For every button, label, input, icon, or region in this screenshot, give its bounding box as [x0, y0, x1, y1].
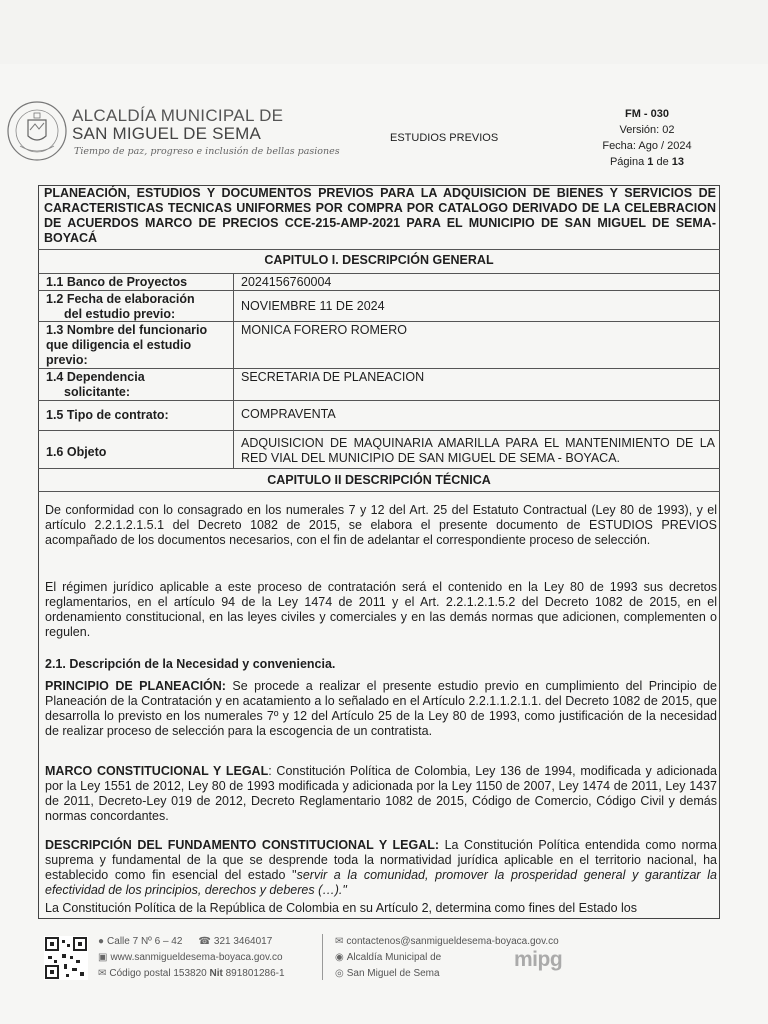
page-total: 13 [671, 156, 685, 168]
form-code: FM - 030 [624, 108, 669, 120]
footer-address: Calle 7 Nº 6 – 42 [107, 936, 183, 947]
municipal-seal-icon [6, 100, 68, 162]
row-label-dependencia [46, 370, 145, 400]
mipg-logo: mipg [514, 948, 563, 971]
paragraph-body: Se procede a realizar el presente estudio previo en cumplimiento del Principio de Planeación de la Contratación y en acatamiento a lo señalado en el Artículo 2.2.1.1.2.1.1. del Decreto 1082 de 2015, que desarrolla lo previsto en los numerales 7º y 12 del Artículo 25 de la Ley 80 de 1993, como justificación de la necesidad de realizar proceso de selección para la escogencia de un contratista. [45, 679, 717, 738]
mail-box-icon: ✉ [98, 968, 107, 979]
label-line: solicitante: [64, 385, 130, 399]
row-label-funcionario [46, 323, 207, 368]
document-title: PLANEACIÓN, ESTUDIOS Y DOCUMENTOS PREVIOS PARA LA ADQUISICION DE BIENES Y SERVICIOS DE CARACTERISTICAS TECNICAS UNIFORMES POR COMPRA POR CATALOGO DERIVADO DE LA CELEBRACION DE ACUERDOS MARCO DE PRECIOS CCE-215-AMP-2021 PARA EL MUNICIPIO DE SAN MIGUEL DE SEMA- BOYACÁ [44, 186, 716, 245]
org-name-line1: ALCALDÍA MUNICIPAL DE [72, 106, 284, 125]
row-value-banco: 2024156760004 [241, 275, 332, 289]
paragraph-marco [45, 764, 717, 824]
footer-separator [322, 934, 323, 980]
label-line: 1.2 Fecha de elaboración [46, 292, 195, 306]
facebook-icon: ◉ [335, 952, 344, 963]
page-indicator [592, 154, 702, 170]
document-meta [592, 106, 702, 170]
table-row-divider [38, 430, 720, 431]
label-line: 1.3 Nombre del funcionario [46, 323, 208, 337]
paragraph-body: : Constitución Política de Colombia, Ley 136 de 1994, modificada y adicionada por la Ley 1551 de 2012, Ley 80 de 1993 modificada y adicionada por la Ley 1150 de 2007, Ley 1474 de 2011, Ley 1437 de 2011, Decreto-Ley 019 de 2012, Decreto Reglamentario 1082 de 2015, Código de Comercio, Código Civil y demás normas concordantes. [45, 764, 717, 823]
paragraph-fundamento [45, 838, 717, 898]
label-line: previo: [46, 353, 88, 367]
row-value-dependencia: SECRETARIA DE PLANEACION [241, 370, 425, 384]
qr-code-icon [44, 936, 88, 980]
table-row-divider [38, 273, 720, 274]
org-name-line2: SAN MIGUEL DE SEMA [72, 124, 262, 143]
paragraph-lead: DESCRIPCIÓN DEL FUNDAMENTO CONSTITUCIONAL Y LEGAL: [45, 838, 440, 852]
footer-email-link[interactable]: contactenos@sanmigueldesema-boyaca.gov.co [346, 936, 559, 947]
scan-margin-top [0, 0, 768, 64]
table-row-divider [38, 368, 720, 369]
label-line: 1.4 Dependencia [46, 370, 145, 384]
footer-phone: 321 3464017 [213, 936, 273, 947]
footer-postal-code: Código postal 153820 [109, 968, 207, 979]
footer-instagram-link[interactable]: San Miguel de Sema [346, 968, 440, 979]
row-value-funcionario: MONICA FORERO ROMERO [241, 323, 407, 337]
page-prefix: Página [609, 156, 648, 168]
instagram-icon: ◎ [335, 968, 344, 979]
paragraph-articulo2: La Constitución Política de la República de Colombia en su Artículo 2, determina como fines del Estado los [45, 901, 637, 915]
org-slogan: Tiempo de paz, progreso e inclusión de bellas pasiones [74, 146, 340, 157]
web-icon: ▣ [98, 952, 108, 963]
footer-nit-label: Nit [209, 968, 223, 979]
paragraph-lead: MARCO CONSTITUCIONAL Y LEGAL [45, 764, 269, 778]
footer-web-line [98, 950, 285, 966]
row-value-tipo-contrato: COMPRAVENTA [241, 407, 336, 421]
version-label: Versión: 02 [619, 124, 675, 136]
paragraph-body: La Constitución Política entendida como norma suprema y fundamental de la que se desprende toda la normatividad jurídica aplicable en el territorio nacional, ha establecido como fin esencial del estado " [45, 838, 717, 882]
chapter2-heading: CAPITULO II DESCRIPCIÓN TÉCNICA [267, 473, 491, 487]
email-icon: ✉ [335, 936, 344, 947]
row-label-fecha [46, 292, 195, 322]
footer-website-link[interactable]: www.sanmigueldesema-boyaca.gov.co [110, 952, 283, 963]
chapter1-heading: CAPITULO I. DESCRIPCIÓN GENERAL [264, 253, 494, 267]
section-heading-2-1: 2.1. Descripción de la Necesidad y conveniencia. [45, 657, 336, 671]
document-type: ESTUDIOS PREVIOS [390, 132, 499, 144]
footer-postal-line [98, 966, 285, 982]
table-row-divider [38, 468, 720, 469]
page-number: 1 [647, 156, 654, 168]
document-header [0, 96, 768, 182]
label-line: que diligencia el estudio [46, 338, 192, 352]
table-row-divider [38, 491, 720, 492]
paragraph-quote: servir a la comunidad, promover la prosperidad general y garantizar la efectividad de los principios, derechos y deberes (…)." [45, 868, 717, 897]
footer-nit: 891801286-1 [225, 968, 285, 979]
table-row-divider [38, 290, 720, 291]
paragraph-regimen: El régimen jurídico aplicable a este proceso de contratación será el contenido en la Ley 80 de 1993 sus decretos reglamentarios, en el artículo 94 de la Ley 1474 de 2011 y el Art. 2.2.1.2.1.5.2 del Decreto 1082 de 2015, en el ordenamiento constitucional, en las leyes civiles y comerciales y en las demás normas que adicionen, complementen o regulen. [45, 580, 717, 639]
label-line: del estudio previo: [64, 307, 176, 321]
date-label: Fecha: Ago / 2024 [602, 140, 692, 152]
footer-address-line [98, 934, 285, 950]
phone-icon: ☎ [198, 936, 211, 947]
page-footer [0, 928, 768, 988]
paragraph-lead: PRINCIPIO DE PLANEACIÓN: [45, 679, 226, 693]
row-value-fecha: NOVIEMBRE 11 DE 2024 [241, 299, 385, 313]
table-row-divider [38, 400, 720, 401]
paragraph-planeacion [45, 679, 717, 739]
location-pin-icon: ● [98, 936, 105, 947]
row-value-objeto: ADQUISICION DE MAQUINARIA AMARILLA PARA EL MANTENIMIENTO DE LA RED VIAL DEL MUNICIPIO DE SAN MIGUEL DE SEMA - BOYACA. [241, 436, 715, 465]
row-label-banco: 1.1 Banco de Proyectos [46, 275, 188, 289]
row-label-objeto: 1.6 Objeto [46, 445, 107, 459]
paragraph-conformidad: De conformidad con lo consagrado en los numerales 7 y 12 del Art. 25 del Estatuto Contractual (Ley 80 de 1993), y el artículo 2.2.1.2.1.5.1 del Decreto 1082 de 2015, se elabora el presente documento de ESTUDIOS PREVIOS acompañado de los documentos necesarios, con el fin de adelantar el correspondiente proceso de selección. [45, 503, 717, 547]
footer-contact-column [98, 934, 285, 982]
table-column-divider [233, 273, 234, 468]
row-label-tipo-contrato: 1.5 Tipo de contrato: [46, 408, 169, 422]
footer-facebook-link[interactable]: Alcaldía Municipal de [346, 952, 442, 963]
page-of: de [653, 156, 672, 168]
